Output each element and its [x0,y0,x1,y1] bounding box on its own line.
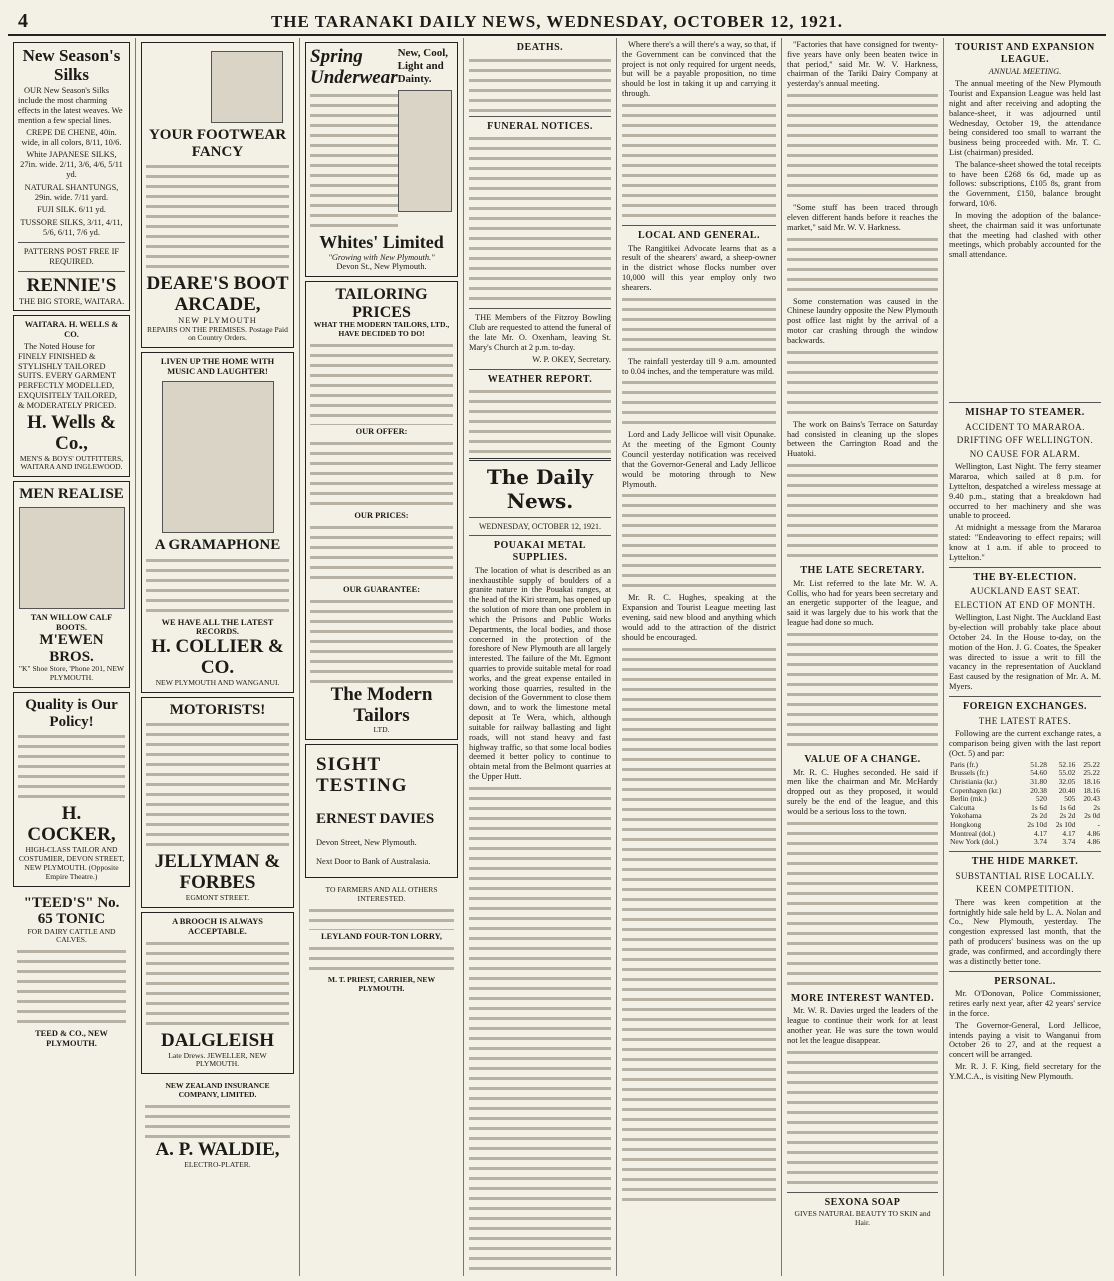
shoe-illustration [211,51,283,123]
teeds-firm: TEED & CO., NEW PLYMOUTH. [35,1029,108,1049]
mcewen-name: M'EWEN BROS. [39,632,104,665]
value-change-continued [787,819,938,989]
jellyman-name: JELLYMAN & FORBES [154,851,281,894]
late-secretary-heading: THE LATE SECRETARY. [800,565,925,577]
gramophone-illustration [162,381,274,533]
sight-ad [305,744,458,878]
boot-illustration [19,507,125,609]
fx-rate: 4.17 [1062,828,1076,838]
dalgleish-sub: Late Drews. JEWELLER, NEW PLYMOUTH. [168,1050,267,1069]
soap-sub: GIVES NATURAL BEAUTY TO SKIN and Hair. [794,1209,931,1228]
fx-rate: 2s 2d [1031,811,1047,821]
fx-rate: 505 [1064,794,1076,804]
local-item-text [787,91,938,201]
byelection-heading: THE BY-ELECTION. [973,571,1077,583]
weather-heading: WEATHER REPORT. [487,373,593,385]
silks-item: FUJI SILK. 6/11 yd. [37,205,106,215]
guarantee-body [310,597,453,683]
hide-heading: THE HIDE MARKET. [971,856,1079,868]
modern-tailors-name: The Modern Tailors [330,683,433,726]
fx-rate: 25.22 [1083,768,1100,778]
tourist-text: The balance-sheet showed the total receipts to have been £268 6s 6d, made up as follows: subscriptions, £105 8s, grant from the Government, £150, balance brought forward, 10/6. [949,159,1101,209]
local-item: Some consternation was caused in the Chinese laundry opposite the New Plymouth post office last night by the arrival of a motor car crashing through the window backwards. [787,296,938,345]
fx-currency: Calcutta [950,802,975,812]
jellyman-address: EGMONT STREET. [185,893,250,903]
column-2 [136,38,300,1276]
local-item-text [622,491,776,591]
wells-address: MEN'S & BOYS' OUTFITTERS, WAITARA AND INGLEWOOD. [19,453,124,472]
teeds-heading: "TEED'S" No. 65 TONIC [23,894,120,928]
fx-rate: 32.05 [1058,776,1076,786]
footwear-body [146,162,289,272]
value-change-heading: VALUE OF A CHANGE. [804,753,921,765]
gramophone-body [146,556,289,616]
hide-text: There was keen competition at the fortnightly hide sale held by L. A. Nolan and Co., New Plymouth, yesterday. The congestion expressed last month, that the path of producers' business was on the up grade, was confirmed, and accordingly there was a distinctly better tone. [949,897,1101,966]
fx-intro: Following are the current exchange rates, a comparison being given with the last report (Oct. 5) and par: [949,729,1101,758]
tourist-text: In moving the adoption of the balance-sheet, the chairman said it was unfortunate that the meeting had clashed with other meetings, which probably accounted for the small attendance. [949,210,1101,260]
silks-heading: New Season's Silks [22,46,121,84]
fx-row [949,838,1101,847]
tailoring-body [310,341,453,425]
fx-rate: 4.17 [1033,828,1047,838]
lorry-body [309,906,454,930]
tourist-text: The annual meeting of the New Plymouth Tourist and Expansion League was held last night and after receiving and adopting the balance-sheet, it was adjourned until Wednesday, October 19, the attendance being considered too small to warrant the business being proceeded with. Mr. T. C. List (chairman) presided. [949,79,1101,157]
boots-heading: MEN REALISE [19,486,124,503]
column-5 [617,38,782,1276]
more-interest-text: Mr. W. R. Davies urged the leaders of the league to continue their work for at least another year. He was sure the town would not let the league disappear. [787,1006,938,1045]
daily-news-title: The Daily News. [486,465,594,513]
fx-rate: 520 [1035,794,1047,804]
offer-body [310,439,453,509]
fx-table [949,761,1101,848]
local-item-text [787,348,938,418]
waldie-sub: ELECTRO-PLATER. [184,1159,251,1169]
fx-currency: Montreal (dol.) [950,828,996,838]
rennie-sub: THE BIG STORE, WAITARA. [18,296,125,306]
insurance-body [145,1102,290,1138]
boots-ad [13,481,130,688]
fx-currency: Berlin (mk.) [950,794,987,804]
gramophone-ad [141,352,294,692]
fx-rate: 18.16 [1083,785,1100,795]
deare-name: DEARE'S BOOT ARCADE, [146,273,289,315]
teeds-body [17,947,126,1027]
motorists-ad [141,697,294,908]
fx-rate: 2s 2d [1059,811,1076,821]
gramophone-records: WE HAVE ALL THE LATEST RECORDS. [161,617,274,637]
mishap-dek: NO CAUSE FOR ALARM. [969,448,1081,459]
local-item: The rainfall yesterday till 9 a.m. amounted to 0.04 inches, and the temperature was mild. [622,356,776,376]
dalgleish-name: DALGLEISH [161,1029,274,1051]
fx-rate: 20.38 [1030,785,1047,795]
wells-body: The Noted House for FINELY FINISHED & STYLISHLY TAILORED SUITS. EVERY GARMENT PERFECTLY MODELLED, EXQUISITELY TAILORED, & MODERATELY PRICED. [18,342,117,410]
davies-address: Devon Street, New Plymouth. [316,837,417,847]
rennie-name: RENNIE'S [26,274,117,296]
fx-rate: 1s 6d [1059,802,1076,812]
mishap-dek: DRIFTING OFF WELLINGTON. [956,435,1094,446]
prices-heading: OUR PRICES: [354,511,409,520]
page-number: 4 [18,10,29,32]
modern-tailors-sub: LTD. [373,725,390,735]
davies-name: ERNEST DAVIES [316,811,435,828]
fx-heading: FOREIGN EXCHANGES. [962,700,1087,712]
farmers-heading: TO FARMERS AND ALL OTHERS INTERESTED. [325,885,438,904]
byelection-dek: ELECTION AT END OF MONTH. [954,599,1096,610]
local-item-text [787,461,938,561]
underwear-tag: New, Cool, Light and Dainty. [397,47,449,85]
fx-rate: 2s 0d [1084,811,1100,821]
brooch-body [146,939,289,1029]
fx-rate: 2s 10d [1055,820,1076,830]
cocker-ad [13,692,130,886]
boots-sub: TAN WILLOW CALF BOOTS. [30,612,113,632]
silks-item: TUSSORE SILKS, 3/11, 4/11, 5/6, 6/11, 7/6 yd. [20,218,123,238]
column-6 [782,38,944,1276]
hide-dek: KEEN COMPETITION. [976,884,1074,895]
local-item: The work on Bains's Terrace on Saturday had consisted in cleaning up the slopes between the Carrington Road and the Huatoki. [787,419,938,459]
mishap-heading: MISHAP TO STEAMER. [965,407,1085,418]
fx-rate: 25.22 [1083,759,1100,769]
cocker-body [18,732,125,802]
mishap-text: At midnight a message from the Mararoa stated: "Endeavoring to effect repairs; will know at 1 a.m. if able to proceed to Lyttelton." [949,523,1101,562]
local-item: Lord and Lady Jellicoe will visit Opunake. At the meeting of the Egmont County Council yesterday notification was received that the Governor-General and Lady Jellicoe would be motoring through to New Plymouth. [622,430,776,489]
fx-rate: - [1097,820,1100,830]
local-item: Mr. R. C. Hughes, speaking at the Expansion and Tourist League meeting last evening, said new blood and anything which would add to the attraction of the district should be encouraged. [622,593,776,642]
byelection-dek: AUCKLAND EAST SEAT. [970,586,1080,597]
prices-body [310,523,453,583]
fx-rate: 4.86 [1087,828,1100,838]
local-item: "Some stuff has been traced through eleven different hands before it reaches the market," said Mr. W. V. Harkness. [787,203,938,232]
pouakai-ending-continued [622,101,776,221]
pouakai-continued [469,784,611,1276]
local-item-text [787,235,938,295]
pouakai-article: The location of what is described as an inexhaustible supply of boulders of a granite nature in the Pouakai ranges, at the head of the Kiri stream, has opened up the solution of more than one problem in which the Prisons and Public Works Departments, the local bodies, and those concerned in the protection of the foreshore of New Plymouth are all largely interested. The failure of the Mt. Egmont quarries to provide suitable metal for road works, and the great expense entailed in working those quarries, resulted in the decision of the Government to close them down, and to work the limestone metal deposit at Te Wera, which, although suitable for railway ballasting and light roads, will not stand heavy and fast highway traffic, so that some local bodies deemed it better policy to continue to obtain metal from the Belmont quarries at the Upper Hutt. [469,565,611,782]
motorists-body [146,720,289,850]
whites-tag: "Growing with New Plymouth." [328,252,435,262]
fx-currency: Hongkong [950,820,982,830]
fx-rate: 2s 10d [1027,820,1047,830]
column-1 [8,38,136,1276]
more-interest-heading: MORE INTEREST WANTED. [790,992,935,1004]
local-item-text [622,645,776,1205]
fx-rate: 18.16 [1083,776,1100,786]
fitzroy-notice: THE Members of the Fitzroy Bowling Club are requested to attend the funeral of the late Mr. O. Oxenham, leaving St. Mary's Church at 2 p.m. to-day. [469,313,611,352]
column-3 [300,38,464,1276]
fx-currency: Christiania (kr.) [950,776,997,786]
fx-rate: 51.28 [1030,759,1047,769]
newspaper-title: THE TARANAKI DAILY NEWS, WEDNESDAY, OCTOBER 12, 1921. [270,12,844,31]
brooch-heading: A BROOCH IS ALWAYS ACCEPTABLE. [172,916,263,936]
column-4 [464,38,617,1276]
sight-heading: SIGHT TESTING [316,754,408,797]
lorry-ad [305,882,458,997]
insurance-heading: NEW ZEALAND INSURANCE COMPANY, LIMITED. [165,1081,270,1100]
byelection-text: Wellington, Last Night. The Auckland East by-election will probably take place about October 24. In the House to-day, on the motion of the Hon. J. G. Coates, the Speaker was directed to issue a writ to fill the vacancy in the representation of Auckland East caused by the resignation of Mr. A. M. Myers. [949,613,1101,692]
fitzroy-sign: W. P. OKEY, Secretary. [532,354,611,364]
tailoring-sub: WHAT THE MODERN TAILORS, LTD., HAVE DECIDED TO DO! [313,320,450,339]
local-item-text [622,378,776,428]
wells-heading: WAITARA. H. WELLS & CO. [24,320,119,340]
more-interest-continued [787,1048,938,1188]
footwear-heading: YOUR FOOTWEAR FANCY [148,127,287,160]
teeds-ad [13,891,130,1053]
tourist-sub: ANNUAL MEETING. [988,67,1062,77]
tailoring-ad [305,281,458,740]
local-item: The Rangitikei Advocate learns that as a result of the shearers' award, a sheep-owner in the district whose flocks number over 10,000 will this year employ only two shearers. [622,243,776,292]
local-general-heading: LOCAL AND GENERAL. [637,229,761,241]
value-change-text: Mr. R. C. Hughes seconded. He said if men like the chairman and Mr. McHardy dropped out as they proposed, it would surely be the end of the league, and this would be a serious loss to the town. [787,767,938,816]
local-item-text [622,295,776,355]
brooch-ad [141,912,294,1074]
fx-currency: Copenhagen (kr.) [950,785,1002,795]
underwear-body [310,91,398,231]
personal-item: Mr. R. J. F. King, field secretary for the Y.M.C.A., is visiting New Plymouth. [949,1062,1101,1081]
spring-heading: Spring Underwear [310,46,398,88]
silks-item: CREPE DE CHENE, 40in. wide, in all colors, 8/11, 10/6. [21,127,122,147]
fx-currency: New York (dol.) [950,837,999,847]
fx-currency: Yokohama [950,811,982,821]
fx-currency: Brussels (fr.) [950,768,989,778]
guarantee-heading: OUR GUARANTEE: [342,584,420,594]
personal-heading: PERSONAL. [994,975,1056,987]
whites-name: Whites' Limited [319,231,444,252]
silks-intro: OUR New Season's Silks include the most charming effects in the latest weaves. We mention a few special lines. [18,86,123,125]
fx-rate: 20.43 [1083,794,1100,804]
late-secretary-text: Mr. List referred to the late Mr. W. A. Collis, who had for years been secretary and an energetic supporter of the league, and said it was largely due to his work that the league had done so much. [787,578,938,628]
personal-item: The Governor-General, Lord Jellicoe, intends paying a visit to Wanganui from October 26 to 27, and at the request a concert will be arranged. [949,1020,1101,1060]
deaths-notices [469,56,611,112]
teeds-sub: FOR DAIRY CATTLE AND CALVES. [27,926,116,945]
collier-address: NEW PLYMOUTH AND WANGANUI. [155,677,280,687]
pouakai-heading: POUAKAI METAL SUPPLIES. [493,540,587,564]
fx-rate: 20.40 [1058,785,1076,795]
whites-address: Devon St., New Plymouth. [336,262,427,272]
fx-rate: 2s [1093,802,1100,812]
quality-heading: Quality is Our Policy! [25,697,118,730]
footwear-ad [141,42,294,348]
waldie-name: A. P. WALDIE, [155,1139,280,1161]
fx-rate: 52.16 [1058,759,1076,769]
dateline: WEDNESDAY, OCTOBER 12, 1921. [478,521,602,531]
hide-dek: SUBSTANTIAL RISE LOCALLY. [955,870,1095,881]
patterns-note: PATTERNS POST FREE IF REQUIRED. [23,246,120,266]
insurance-ad [141,1078,294,1174]
priest-name: M. T. PRIEST, CARRIER, NEW PLYMOUTH. [327,974,436,993]
fx-rate: 1s 6d [1031,802,1047,812]
funeral-heading: FUNERAL NOTICES. [487,120,593,132]
cocker-address: HIGH-CLASS TAILOR AND COSTUMIER, DEVON STREET, NEW PLYMOUTH. (Opposite Empire Theatre.) [18,845,125,881]
silks-ad [13,42,130,311]
personal-item: Mr. O'Donovan, Police Commissioner, retires early next year, after 42 years' service in the force. [949,989,1101,1018]
silks-item: NATURAL SHANTUNGS, 29in. wide. 7/11 yard. [24,182,119,202]
mcewen-address: "K" Shoe Store, 'Phone 201, NEW PLYMOUTH. [18,664,125,683]
lorry-name: LEYLAND FOUR-TON LORRY, [321,932,442,941]
masthead [8,6,1106,36]
mishap-dek: ACCIDENT TO MARAROA. [965,421,1085,432]
collier-name: H. COLLIER & CO. [151,636,284,679]
underwear-ad [305,42,458,277]
deaths-heading: DEATHS. [516,42,564,53]
wells-firm: H. Wells & Co., [27,411,116,454]
funeral-notices [469,134,611,304]
fx-currency: Paris (fr.) [950,759,978,769]
fx-rate: 55.02 [1058,768,1076,778]
fx-rate: 31.80 [1030,776,1047,786]
mishap-text: Wellington, Last Night. The ferry steamer Mararoa, which sailed at 8 p.m. for Lyttelton, despatched a wireless message at 9.40 p.m., stating that a breakdown had occurred to her machinery and she was unable to proceed. [949,462,1101,521]
gramophone-name: A GRAMAPHONE [154,537,281,554]
tailoring-heading: TAILORING PRICES [335,286,428,321]
fx-rate: 54.60 [1030,768,1047,778]
lorry-detail [309,944,454,974]
fx-rate: 3.74 [1062,837,1076,847]
lady-illustration [398,90,452,212]
gramophone-heading: LIVEN UP THE HOME WITH MUSIC AND LAUGHTER! [160,357,275,377]
fx-dek: THE LATEST RATES. [978,715,1072,726]
soap-heading: SEXONA SOAP [824,1196,901,1208]
davies-next: Next Door to Bank of Australasia. [316,857,431,867]
late-secretary-continued [787,630,938,750]
local-item: "Factories that have consigned for twenty-five years have only been beaten twice in that period," said Mr. W. V. Harkness, chairman of the Tariki Dairy Company at yesterday's annual meeting. [787,40,938,89]
tourist-heading: TOURIST AND EXPANSION LEAGUE. [955,42,1095,65]
pouakai-ending: Where there's a will there's a way, so that, if the Government can be convinced that the project is not only required for urgent needs, but will be a payable proposition, no time should be lost in taking it up and carrying it through. [622,40,776,99]
deare-town: NEW PLYMOUTH [178,315,257,325]
motorists-heading: MOTORISTS! [169,701,266,718]
column-7 [944,38,1106,1276]
cocker-name: H. COCKER, [27,803,116,846]
repairs-note: REPAIRS ON THE PREMISES. Postage Paid on Country Orders. [147,324,288,343]
fx-rate: 4.86 [1087,837,1100,847]
weather-report [469,387,611,453]
wells-ad [13,315,130,477]
fx-rate: 3.74 [1033,837,1047,847]
silks-item: White JAPANESE SILKS, 27in. wide. 2/11, 3/6, 4/6, 5/11 yd. [20,150,123,179]
offer-heading: OUR OFFER: [355,427,408,437]
